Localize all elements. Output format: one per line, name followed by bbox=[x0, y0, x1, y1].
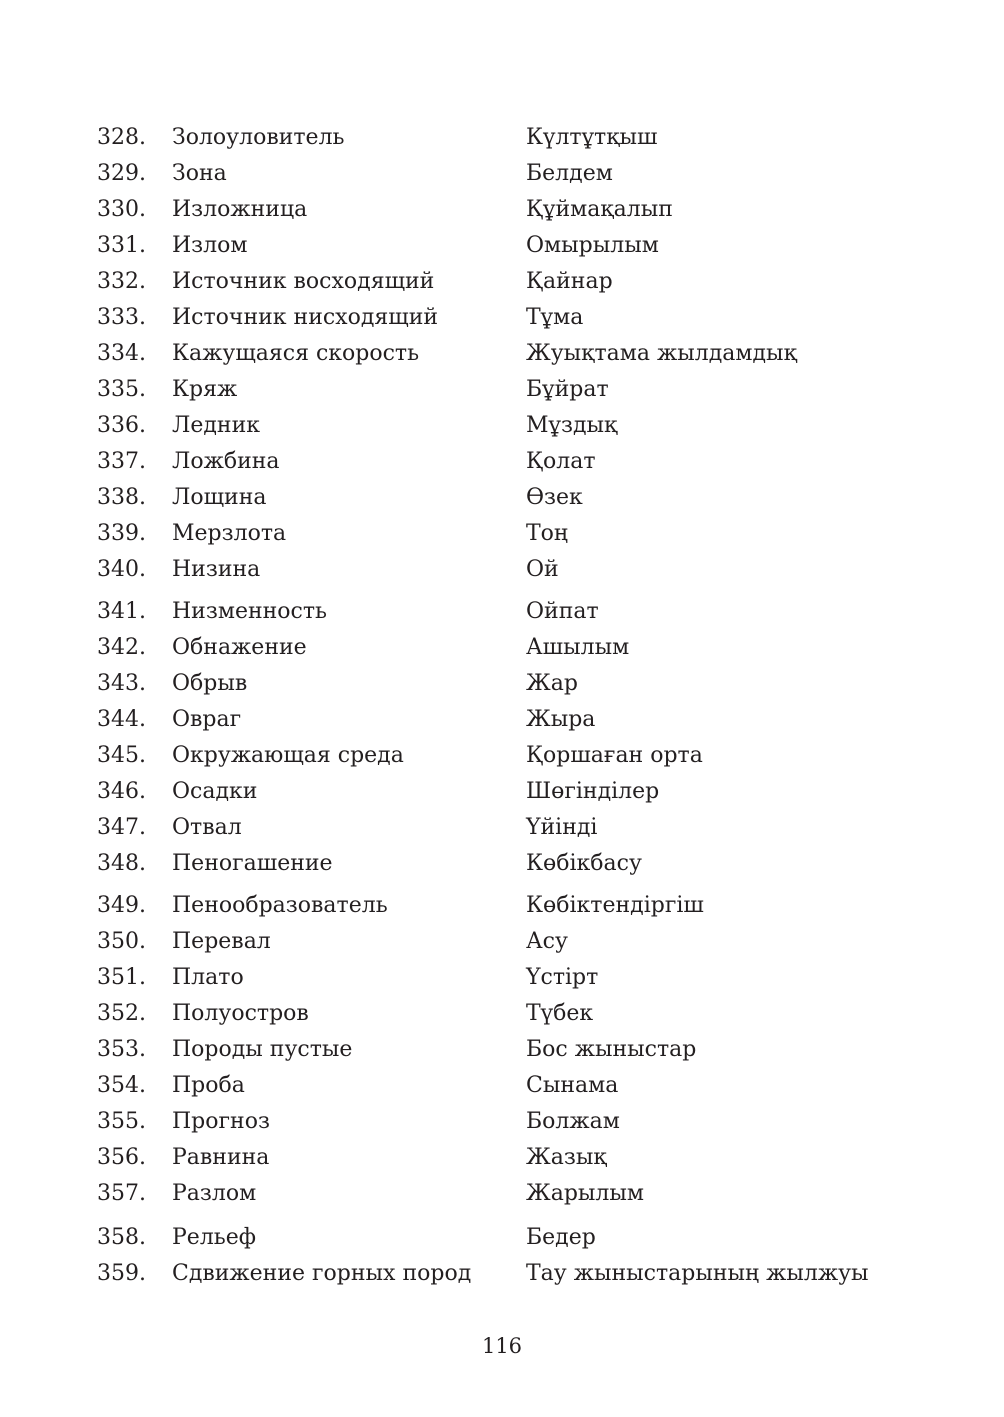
glossary-entry bbox=[0, 595, 1004, 629]
kazakh-term: Тоң bbox=[526, 521, 569, 546]
kazakh-term: Ой bbox=[526, 557, 559, 582]
entry-number: 345. bbox=[97, 743, 146, 768]
kazakh-term: Көбіктендіргіш bbox=[526, 893, 704, 918]
glossary-entry bbox=[0, 265, 1004, 299]
entry-number: 348. bbox=[97, 851, 146, 876]
russian-term: Разлом bbox=[172, 1181, 257, 1206]
kazakh-term: Үйінді bbox=[526, 815, 598, 840]
russian-term: Отвал bbox=[172, 815, 242, 840]
russian-term: Полуостров bbox=[172, 1001, 309, 1026]
entry-number: 339. bbox=[97, 521, 146, 546]
kazakh-term: Қолат bbox=[526, 449, 596, 474]
glossary-entry bbox=[0, 229, 1004, 263]
glossary-entry bbox=[0, 1257, 1004, 1291]
entry-number: 328. bbox=[97, 125, 146, 150]
glossary-entry bbox=[0, 1141, 1004, 1175]
glossary-entry bbox=[0, 517, 1004, 551]
russian-term: Окружающая среда bbox=[172, 743, 404, 768]
glossary-entry bbox=[0, 997, 1004, 1031]
entry-number: 354. bbox=[97, 1073, 146, 1098]
kazakh-term: Тұма bbox=[526, 305, 584, 330]
russian-term: Ледник bbox=[172, 413, 260, 438]
entry-number: 340. bbox=[97, 557, 146, 582]
russian-term: Кажущаяся скорость bbox=[172, 341, 420, 366]
glossary-entry bbox=[0, 1033, 1004, 1067]
kazakh-term: Жарылым bbox=[526, 1181, 645, 1206]
glossary-entry bbox=[0, 157, 1004, 191]
russian-term: Низина bbox=[172, 557, 261, 582]
page-number: 116 bbox=[481, 1334, 523, 1358]
russian-term: Осадки bbox=[172, 779, 258, 804]
russian-term: Лощина bbox=[172, 485, 267, 510]
entry-number: 351. bbox=[97, 965, 146, 990]
kazakh-term: Түбек bbox=[526, 1001, 594, 1026]
kazakh-term: Бос жыныстар bbox=[526, 1037, 697, 1062]
entry-number: 359. bbox=[97, 1261, 146, 1286]
kazakh-term: Ойпат bbox=[526, 599, 599, 624]
kazakh-term: Күлтұтқыш bbox=[526, 125, 658, 150]
kazakh-term: Бедер bbox=[526, 1225, 596, 1250]
glossary-entry bbox=[0, 1069, 1004, 1103]
glossary-entry bbox=[0, 1105, 1004, 1139]
russian-term: Рельеф bbox=[172, 1225, 257, 1250]
kazakh-term: Үстірт bbox=[526, 965, 599, 990]
kazakh-term: Қоршаған орта bbox=[526, 743, 703, 768]
kazakh-term: Жыра bbox=[526, 707, 596, 732]
entry-number: 337. bbox=[97, 449, 146, 474]
kazakh-term: Құймақалып bbox=[526, 197, 673, 222]
russian-term: Плато bbox=[172, 965, 244, 990]
entry-number: 332. bbox=[97, 269, 146, 294]
russian-term: Овраг bbox=[172, 707, 242, 732]
entry-number: 331. bbox=[97, 233, 146, 258]
entry-number: 352. bbox=[97, 1001, 146, 1026]
russian-term: Равнина bbox=[172, 1145, 270, 1170]
kazakh-term: Бұйрат bbox=[526, 377, 609, 402]
entry-number: 336. bbox=[97, 413, 146, 438]
russian-term: Прогноз bbox=[172, 1109, 270, 1134]
entry-number: 356. bbox=[97, 1145, 146, 1170]
glossary-entry bbox=[0, 193, 1004, 227]
kazakh-term: Шөгінділер bbox=[526, 779, 660, 804]
kazakh-term: Белдем bbox=[526, 161, 613, 186]
glossary-entry bbox=[0, 409, 1004, 443]
kazakh-term: Болжам bbox=[526, 1109, 620, 1134]
entry-number: 357. bbox=[97, 1181, 146, 1206]
glossary-entry bbox=[0, 1221, 1004, 1255]
russian-term: Зона bbox=[172, 161, 227, 186]
russian-term: Излом bbox=[172, 233, 248, 258]
kazakh-term: Өзек bbox=[526, 485, 583, 510]
glossary-entry bbox=[0, 121, 1004, 155]
entry-number: 349. bbox=[97, 893, 146, 918]
kazakh-term: Мұздық bbox=[526, 413, 618, 438]
entry-number: 358. bbox=[97, 1225, 146, 1250]
entry-number: 330. bbox=[97, 197, 146, 222]
entry-number: 341. bbox=[97, 599, 146, 624]
russian-term: Изложница bbox=[172, 197, 308, 222]
russian-term: Породы пустые bbox=[172, 1037, 353, 1062]
entry-number: 353. bbox=[97, 1037, 146, 1062]
entry-number: 355. bbox=[97, 1109, 146, 1134]
kazakh-term: Тау жыныстарының жылжуы bbox=[526, 1261, 869, 1286]
russian-term: Проба bbox=[172, 1073, 245, 1098]
glossary-entry bbox=[0, 373, 1004, 407]
glossary-entry bbox=[0, 739, 1004, 773]
russian-term: Обрыв bbox=[172, 671, 248, 696]
glossary-entry bbox=[0, 445, 1004, 479]
russian-term: Ложбина bbox=[172, 449, 280, 474]
entry-number: 347. bbox=[97, 815, 146, 840]
entry-number: 329. bbox=[97, 161, 146, 186]
kazakh-term: Жуықтама жылдамдық bbox=[526, 341, 797, 366]
glossary-entry bbox=[0, 301, 1004, 335]
entry-number: 343. bbox=[97, 671, 146, 696]
glossary-entry bbox=[0, 847, 1004, 881]
russian-term: Пенообразователь bbox=[172, 893, 388, 918]
kazakh-term: Жар bbox=[526, 671, 578, 696]
entry-number: 338. bbox=[97, 485, 146, 510]
glossary-entry bbox=[0, 961, 1004, 995]
glossary-entry bbox=[0, 553, 1004, 587]
russian-term: Обнажение bbox=[172, 635, 307, 660]
kazakh-term: Омырылым bbox=[526, 233, 659, 258]
entry-number: 344. bbox=[97, 707, 146, 732]
glossary-entry bbox=[0, 811, 1004, 845]
glossary-entry bbox=[0, 1177, 1004, 1211]
glossary-entry bbox=[0, 775, 1004, 809]
entry-number: 334. bbox=[97, 341, 146, 366]
russian-term: Низменность bbox=[172, 599, 328, 624]
kazakh-term: Асу bbox=[526, 929, 568, 954]
glossary-entry bbox=[0, 925, 1004, 959]
glossary-entry bbox=[0, 703, 1004, 737]
kazakh-term: Ашылым bbox=[526, 635, 630, 660]
glossary-entry bbox=[0, 631, 1004, 665]
russian-term: Пеногашение bbox=[172, 851, 333, 876]
russian-term: Источник восходящий bbox=[172, 269, 435, 294]
kazakh-term: Қайнар bbox=[526, 269, 613, 294]
entry-number: 350. bbox=[97, 929, 146, 954]
russian-term: Мерзлота bbox=[172, 521, 287, 546]
russian-term: Золоуловитель bbox=[172, 125, 345, 150]
entry-number: 333. bbox=[97, 305, 146, 330]
glossary-entry bbox=[0, 337, 1004, 371]
russian-term: Сдвижение горных пород bbox=[172, 1261, 472, 1286]
entry-number: 335. bbox=[97, 377, 146, 402]
entry-number: 342. bbox=[97, 635, 146, 660]
entry-number: 346. bbox=[97, 779, 146, 804]
glossary-entry bbox=[0, 889, 1004, 923]
russian-term: Кряж bbox=[172, 377, 238, 402]
kazakh-term: Жазық bbox=[526, 1145, 607, 1170]
kazakh-term: Көбікбасу bbox=[526, 851, 642, 876]
glossary-entry bbox=[0, 667, 1004, 701]
glossary-entry bbox=[0, 481, 1004, 515]
russian-term: Источник нисходящий bbox=[172, 305, 439, 330]
russian-term: Перевал bbox=[172, 929, 271, 954]
kazakh-term: Сынама bbox=[526, 1073, 619, 1098]
